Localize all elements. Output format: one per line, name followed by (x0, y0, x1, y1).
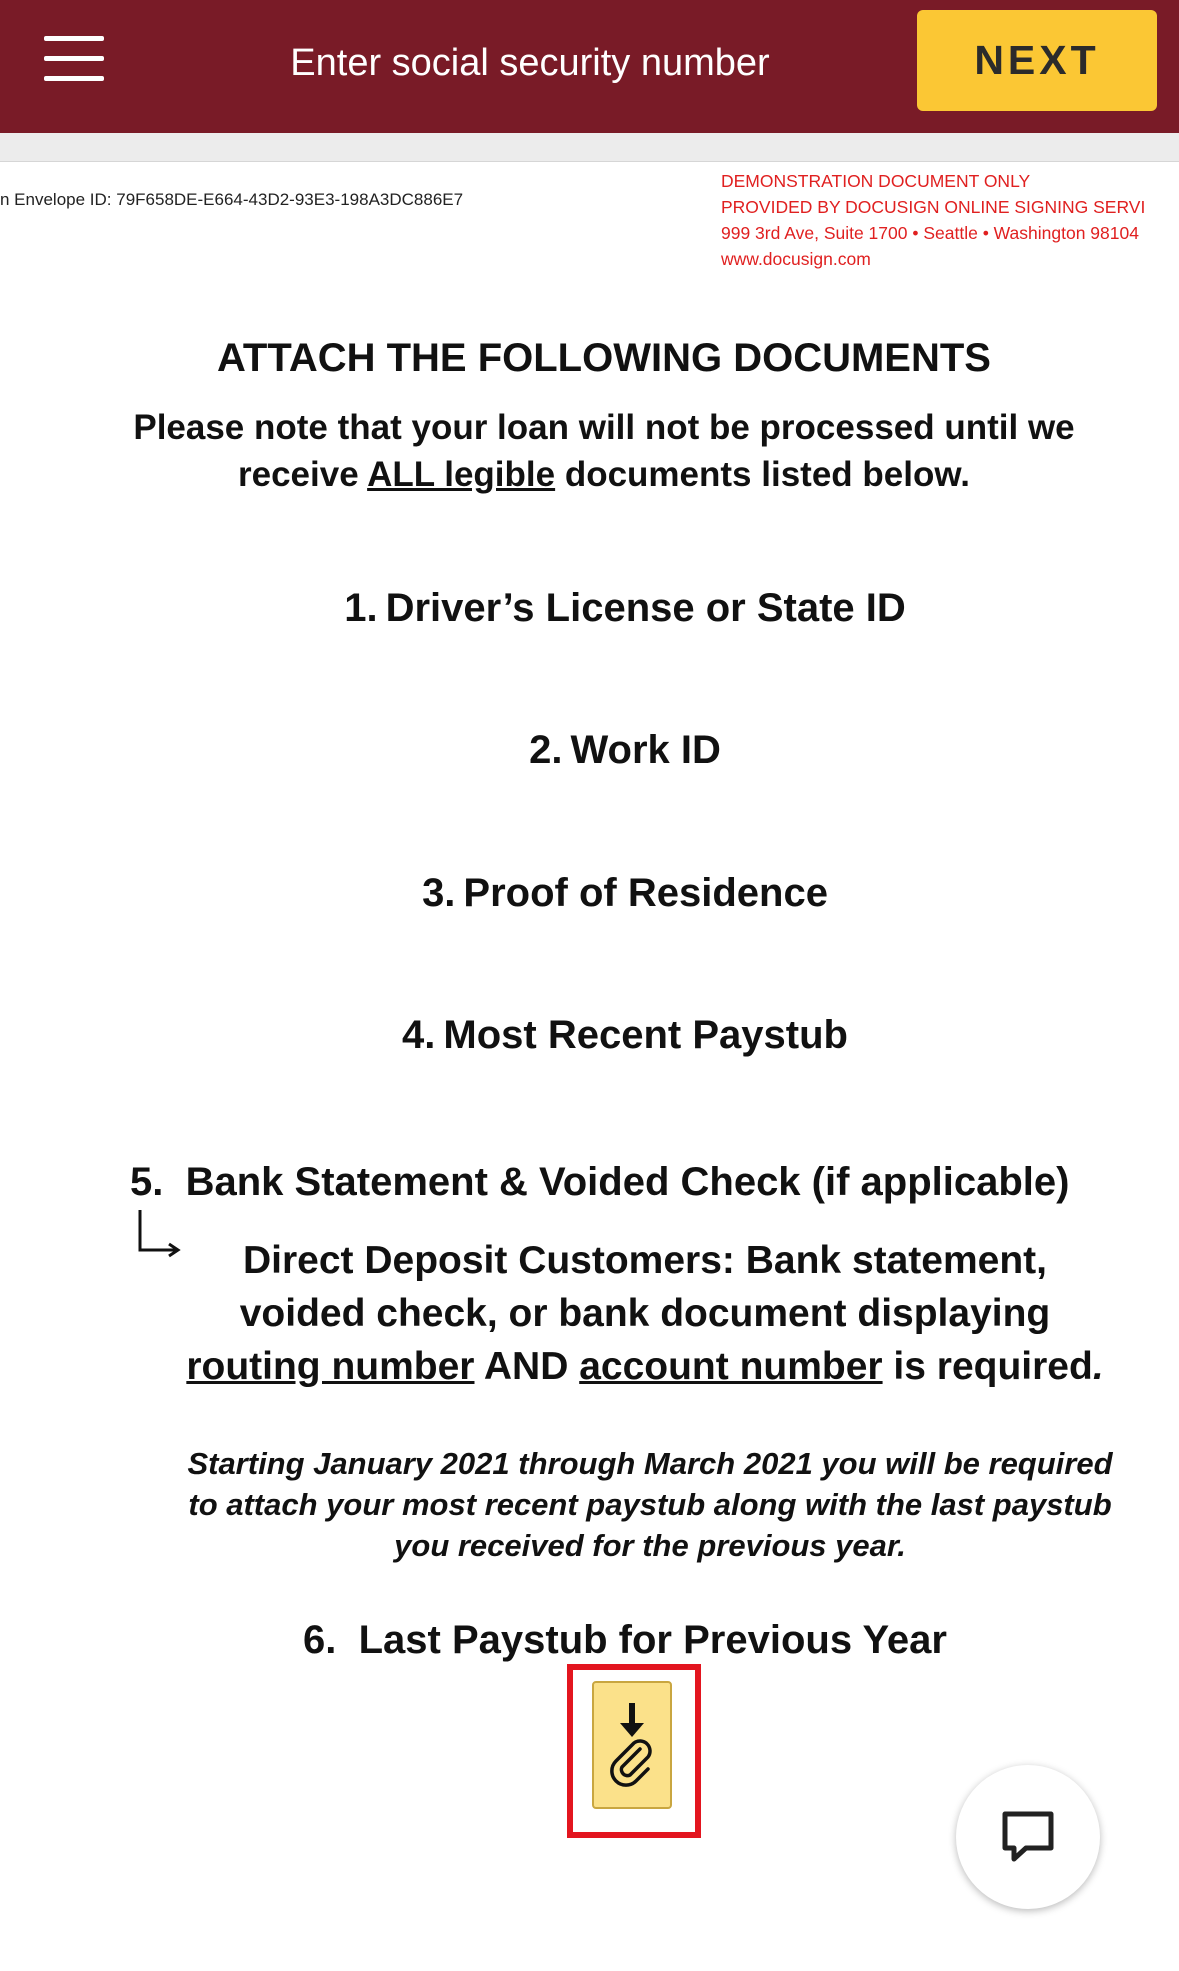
note-line-1: Please note that your loan will not be processed until we (133, 408, 1075, 447)
dd-text: is required (882, 1345, 1093, 1388)
note-underlined-text: ALL legible (367, 455, 556, 494)
chat-bubble-icon (1000, 1809, 1056, 1865)
document-item-1 (0, 586, 1179, 631)
processing-note (0, 404, 1179, 498)
document-item-2 (0, 728, 1179, 773)
dd-line-1: Direct Deposit Customers: Bank statement, (242, 1239, 1048, 1282)
document-item-6 (0, 1618, 1179, 1663)
italic-line: you received for the previous year. (394, 1528, 906, 1563)
envelope-id: n Envelope ID: 79F658DE-E664-43D2-93E3-198A3DC886E7 (0, 190, 464, 209)
item-label: Driver’s License or State ID (385, 586, 906, 630)
top-bar (0, 0, 1179, 133)
item-label: Bank Statement & Voided Check (if applicable) (185, 1160, 1070, 1204)
document-top-strip (0, 133, 1179, 162)
item-number: 4. (402, 1013, 436, 1057)
italic-line: to attach your most recent paystub along with the last paystub (188, 1487, 1112, 1522)
account-number-text: account number (579, 1345, 883, 1388)
dd-line-2: voided check, or bank document displaying (239, 1292, 1051, 1335)
note-text: receive (238, 455, 368, 494)
item-label: Proof of Residence (463, 871, 828, 915)
item-number: 1. (344, 586, 378, 630)
item-number: 3. (422, 871, 456, 915)
next-button[interactable]: NEXT (917, 10, 1157, 111)
note-line-2 (0, 451, 1179, 498)
item-label: Most Recent Paystub (443, 1013, 848, 1057)
document-heading: ATTACH THE FOLLOWING DOCUMENTS (217, 336, 991, 380)
demo-line: PROVIDED BY DOCUSIGN ONLINE SIGNING SERVI (721, 197, 1146, 217)
item-number: 6. (303, 1618, 337, 1662)
paystub-requirement-note (150, 1443, 1150, 1566)
document-item-5 (130, 1160, 1069, 1205)
dd-period: . (1092, 1345, 1104, 1388)
direct-deposit-note (140, 1234, 1150, 1393)
page-title: Enter social security number (290, 42, 770, 84)
attachment-download-icon (594, 1683, 670, 1807)
item-number: 5. (130, 1160, 164, 1204)
note-text: documents listed below. (555, 455, 970, 494)
document-item-4 (0, 1013, 1179, 1058)
demo-line: 999 3rd Ave, Suite 1700 • Seattle • Washington 98104 (721, 223, 1139, 243)
chat-button[interactable] (956, 1765, 1100, 1909)
dd-line-3 (140, 1340, 1150, 1393)
item-label: Work ID (570, 728, 721, 772)
item-label: Last Paystub for Previous Year (358, 1618, 947, 1662)
attachment-button[interactable] (592, 1681, 672, 1809)
demo-notice (721, 168, 1145, 272)
item-number: 2. (529, 728, 563, 772)
demo-line: www.docusign.com (721, 249, 871, 269)
dd-text: AND (474, 1345, 580, 1388)
demo-line: DEMONSTRATION DOCUMENT ONLY (721, 171, 1031, 191)
italic-line: Starting January 2021 through March 2021 you will be required (187, 1446, 1113, 1481)
routing-number-text: routing number (186, 1345, 475, 1388)
document-item-3 (0, 871, 1179, 916)
hamburger-menu-icon[interactable] (44, 36, 104, 86)
